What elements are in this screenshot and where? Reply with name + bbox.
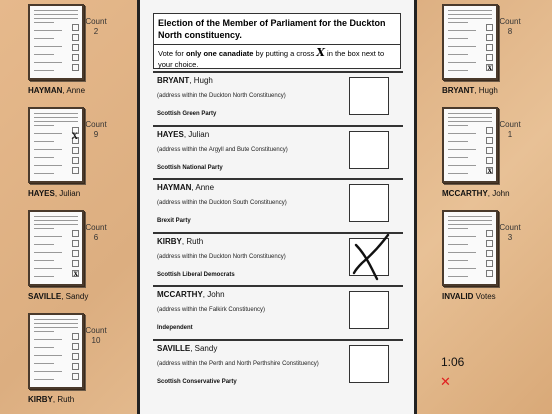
card-box bbox=[72, 54, 79, 61]
card-line bbox=[34, 236, 62, 237]
count-value: 6 bbox=[93, 233, 99, 242]
ballot-pile-card[interactable] bbox=[28, 4, 84, 80]
card-box bbox=[486, 157, 493, 164]
pile-surname: KIRBY bbox=[28, 395, 53, 404]
card-box bbox=[72, 373, 79, 380]
card-box bbox=[72, 147, 79, 154]
ballot-header bbox=[153, 13, 401, 69]
vote-box[interactable] bbox=[349, 131, 389, 169]
card-line bbox=[34, 224, 78, 225]
card-line bbox=[34, 331, 54, 332]
ballot-title: Election of the Member of Parliament for the Duckton North constituency. bbox=[154, 14, 400, 45]
card-line bbox=[34, 46, 62, 47]
card-line bbox=[448, 133, 476, 134]
card-line bbox=[34, 54, 54, 55]
count-label: Count bbox=[499, 223, 521, 232]
count-value: 3 bbox=[507, 233, 513, 242]
candidate-address: (address within the Duckton North Constituency) bbox=[157, 253, 286, 260]
candidate-name bbox=[157, 183, 214, 192]
card-line bbox=[448, 157, 468, 158]
card-box bbox=[486, 54, 493, 61]
card-line bbox=[448, 10, 492, 11]
ballot-pile-card[interactable] bbox=[442, 4, 498, 80]
candidate-address: (address within the Argyll and Bute Constituency) bbox=[157, 146, 288, 153]
candidate-address: (address within the Duckton South Constituency) bbox=[157, 200, 287, 206]
card-line bbox=[34, 38, 54, 39]
card-line bbox=[448, 22, 468, 23]
card-line bbox=[34, 125, 54, 126]
close-icon[interactable]: ✕ bbox=[440, 374, 451, 389]
card-box bbox=[486, 260, 493, 267]
ballot-pile-card[interactable] bbox=[28, 107, 84, 183]
card-line bbox=[448, 62, 476, 63]
card-line bbox=[34, 117, 78, 118]
card-line bbox=[448, 268, 476, 269]
card-line bbox=[34, 363, 54, 364]
instr-pre: Vote for bbox=[158, 49, 186, 58]
card-box bbox=[486, 44, 493, 51]
vote-box[interactable] bbox=[349, 184, 389, 222]
card-line bbox=[448, 228, 468, 229]
candidate-given: , Sandy bbox=[190, 343, 218, 353]
pile-count bbox=[76, 223, 116, 243]
card-line bbox=[34, 260, 54, 261]
instr-x: X bbox=[316, 46, 325, 59]
candidate-given: , John bbox=[202, 290, 225, 299]
count-label: Count bbox=[499, 17, 521, 26]
card-line bbox=[448, 113, 492, 114]
candidate-name bbox=[157, 76, 213, 85]
count-label: Count bbox=[85, 120, 107, 129]
ballot-pile-card[interactable] bbox=[28, 313, 84, 389]
candidate-name bbox=[157, 130, 209, 139]
instr-mid: by putting a cross bbox=[253, 49, 317, 58]
candidate-surname: BRYANT bbox=[157, 76, 190, 85]
card-line bbox=[34, 149, 62, 150]
card-line bbox=[34, 133, 62, 134]
pile-name bbox=[28, 189, 80, 198]
card-line bbox=[34, 339, 62, 340]
card-box bbox=[72, 44, 79, 51]
card-box bbox=[486, 250, 493, 257]
card-line bbox=[34, 173, 54, 174]
count-label: Count bbox=[85, 326, 107, 335]
card-box bbox=[486, 270, 493, 277]
candidate-party: Independent bbox=[157, 325, 193, 331]
candidate-given: , Ruth bbox=[181, 236, 204, 246]
ballot-pile-card[interactable] bbox=[442, 107, 498, 183]
card-line bbox=[34, 371, 62, 372]
pile-count bbox=[490, 17, 530, 37]
card-line bbox=[448, 276, 468, 277]
instr-bold: only one canadiate bbox=[185, 49, 254, 58]
pile-given: Votes bbox=[473, 292, 496, 301]
candidate-address: (address within the Falkirk Constituency) bbox=[157, 307, 266, 313]
pile-name bbox=[28, 86, 85, 95]
card-box bbox=[72, 167, 79, 174]
pile-name bbox=[28, 292, 88, 301]
card-line bbox=[34, 14, 78, 15]
card-line bbox=[34, 276, 54, 277]
pile-surname: SAVILLE bbox=[28, 292, 62, 301]
pile-surname: INVALID bbox=[442, 292, 474, 301]
card-line bbox=[34, 252, 62, 253]
candidate-row bbox=[153, 125, 403, 179]
count-label: Count bbox=[85, 223, 107, 232]
pile-count bbox=[76, 17, 116, 37]
card-line bbox=[448, 224, 492, 225]
card-line bbox=[448, 125, 468, 126]
candidate-name bbox=[157, 290, 225, 299]
count-value: 10 bbox=[91, 336, 101, 345]
pile-count bbox=[490, 120, 530, 140]
ballot-pile-card[interactable] bbox=[442, 210, 498, 286]
card-mark: X bbox=[71, 131, 78, 141]
card-box bbox=[72, 157, 79, 164]
count-label: Count bbox=[499, 120, 521, 129]
card-line bbox=[448, 30, 476, 31]
count-value: 2 bbox=[93, 27, 99, 36]
candidate-party: Scottish Green Party bbox=[157, 111, 217, 117]
vote-box[interactable] bbox=[349, 345, 389, 383]
pile-name bbox=[28, 395, 74, 404]
card-line bbox=[34, 62, 62, 63]
candidate-surname: SAVILLE bbox=[157, 343, 191, 353]
card-box bbox=[72, 353, 79, 360]
card-line bbox=[34, 327, 78, 328]
card-line bbox=[34, 141, 54, 142]
card-line bbox=[448, 121, 492, 122]
card-mark: x bbox=[73, 268, 78, 278]
pile-surname: HAYMAN bbox=[28, 86, 63, 95]
card-line bbox=[448, 216, 492, 217]
candidate-surname: HAYMAN bbox=[157, 183, 192, 192]
card-line bbox=[448, 244, 468, 245]
candidate-party: Brexit Party bbox=[157, 218, 191, 224]
card-line bbox=[34, 18, 78, 19]
card-line bbox=[448, 260, 468, 261]
card-box bbox=[72, 64, 79, 71]
card-line bbox=[448, 165, 476, 166]
candidate-address: (address within the Perth and North Perthshire Constituency) bbox=[157, 360, 319, 367]
pile-name bbox=[442, 292, 496, 301]
card-line bbox=[34, 216, 78, 217]
card-line bbox=[34, 319, 78, 320]
pile-surname: MCCARTHY bbox=[442, 189, 488, 198]
candidate-row bbox=[153, 178, 403, 232]
card-line bbox=[448, 220, 492, 221]
card-line bbox=[448, 236, 476, 237]
cross-mark bbox=[350, 239, 390, 277]
pile-name bbox=[442, 189, 510, 198]
count-value: 8 bbox=[507, 27, 513, 36]
pile-given: , Julian bbox=[54, 189, 81, 198]
candidate-party: Scottish National Party bbox=[157, 164, 223, 171]
card-line bbox=[448, 14, 492, 15]
card-line bbox=[34, 30, 62, 31]
vote-box[interactable] bbox=[349, 77, 389, 115]
pile-surname: HAYES bbox=[28, 189, 55, 198]
count-value: 9 bbox=[93, 130, 99, 139]
card-line bbox=[448, 173, 468, 174]
candidate-given: , Hugh bbox=[189, 76, 213, 85]
card-line bbox=[34, 228, 54, 229]
card-line bbox=[448, 117, 492, 118]
pile-name bbox=[442, 86, 498, 95]
pile-given: , Anne bbox=[62, 86, 86, 95]
candidate-row bbox=[153, 285, 403, 339]
pile-given: , Sandy bbox=[61, 292, 89, 301]
card-line bbox=[34, 220, 78, 221]
card-line bbox=[34, 244, 54, 245]
card-line bbox=[448, 141, 468, 142]
card-line bbox=[34, 113, 78, 114]
card-line bbox=[448, 46, 476, 47]
card-line bbox=[34, 379, 54, 380]
ballot-pile-card[interactable] bbox=[28, 210, 84, 286]
candidate-address: (address within the Duckton North Constituency) bbox=[157, 93, 286, 99]
card-line bbox=[34, 355, 62, 356]
card-line bbox=[34, 157, 54, 158]
card-box bbox=[72, 250, 79, 257]
pile-count bbox=[76, 326, 116, 346]
candidate-name bbox=[157, 237, 203, 246]
candidate-row bbox=[153, 71, 403, 125]
card-line bbox=[448, 38, 468, 39]
candidate-row bbox=[153, 232, 403, 286]
card-line bbox=[34, 70, 54, 71]
instr-post: in the box next to your choice. bbox=[158, 49, 385, 69]
candidate-party: Scottish Liberal Democrats bbox=[157, 271, 235, 278]
card-line bbox=[448, 18, 492, 19]
candidate-surname: MCCARTHY bbox=[157, 290, 203, 299]
ballot-instructions bbox=[154, 45, 400, 72]
pile-count bbox=[490, 223, 530, 243]
card-line bbox=[34, 268, 62, 269]
card-mark: x bbox=[487, 165, 492, 175]
card-line bbox=[34, 347, 54, 348]
pile-surname: BRYANT bbox=[442, 86, 475, 95]
card-line bbox=[34, 10, 78, 11]
timer: 1:06 bbox=[441, 355, 465, 369]
card-line bbox=[34, 22, 54, 23]
card-mark: x bbox=[487, 62, 492, 72]
card-box bbox=[486, 147, 493, 154]
count-value: 1 bbox=[507, 130, 513, 139]
pile-given: , Ruth bbox=[52, 395, 75, 404]
card-box bbox=[72, 260, 79, 267]
card-box bbox=[72, 363, 79, 370]
card-line bbox=[448, 54, 468, 55]
ballot-paper[interactable] bbox=[137, 0, 417, 414]
candidate-given: , Anne bbox=[191, 183, 215, 192]
pile-given: , Hugh bbox=[474, 86, 498, 95]
pile-count bbox=[76, 120, 116, 140]
candidate-given: , Julian bbox=[183, 129, 210, 139]
card-line bbox=[448, 70, 468, 71]
pile-given: , John bbox=[487, 189, 510, 198]
candidate-name bbox=[157, 344, 217, 353]
vote-box[interactable] bbox=[349, 238, 389, 276]
candidate-surname: HAYES bbox=[157, 129, 184, 139]
candidate-surname: KIRBY bbox=[157, 236, 182, 246]
card-line bbox=[34, 121, 78, 122]
card-line bbox=[34, 323, 78, 324]
candidate-party: Scottish Conservative Party bbox=[157, 378, 237, 385]
vote-box[interactable] bbox=[349, 291, 389, 329]
count-label: Count bbox=[85, 17, 107, 26]
card-line bbox=[448, 252, 476, 253]
card-line bbox=[448, 149, 476, 150]
card-line bbox=[34, 165, 62, 166]
candidate-row bbox=[153, 339, 403, 393]
